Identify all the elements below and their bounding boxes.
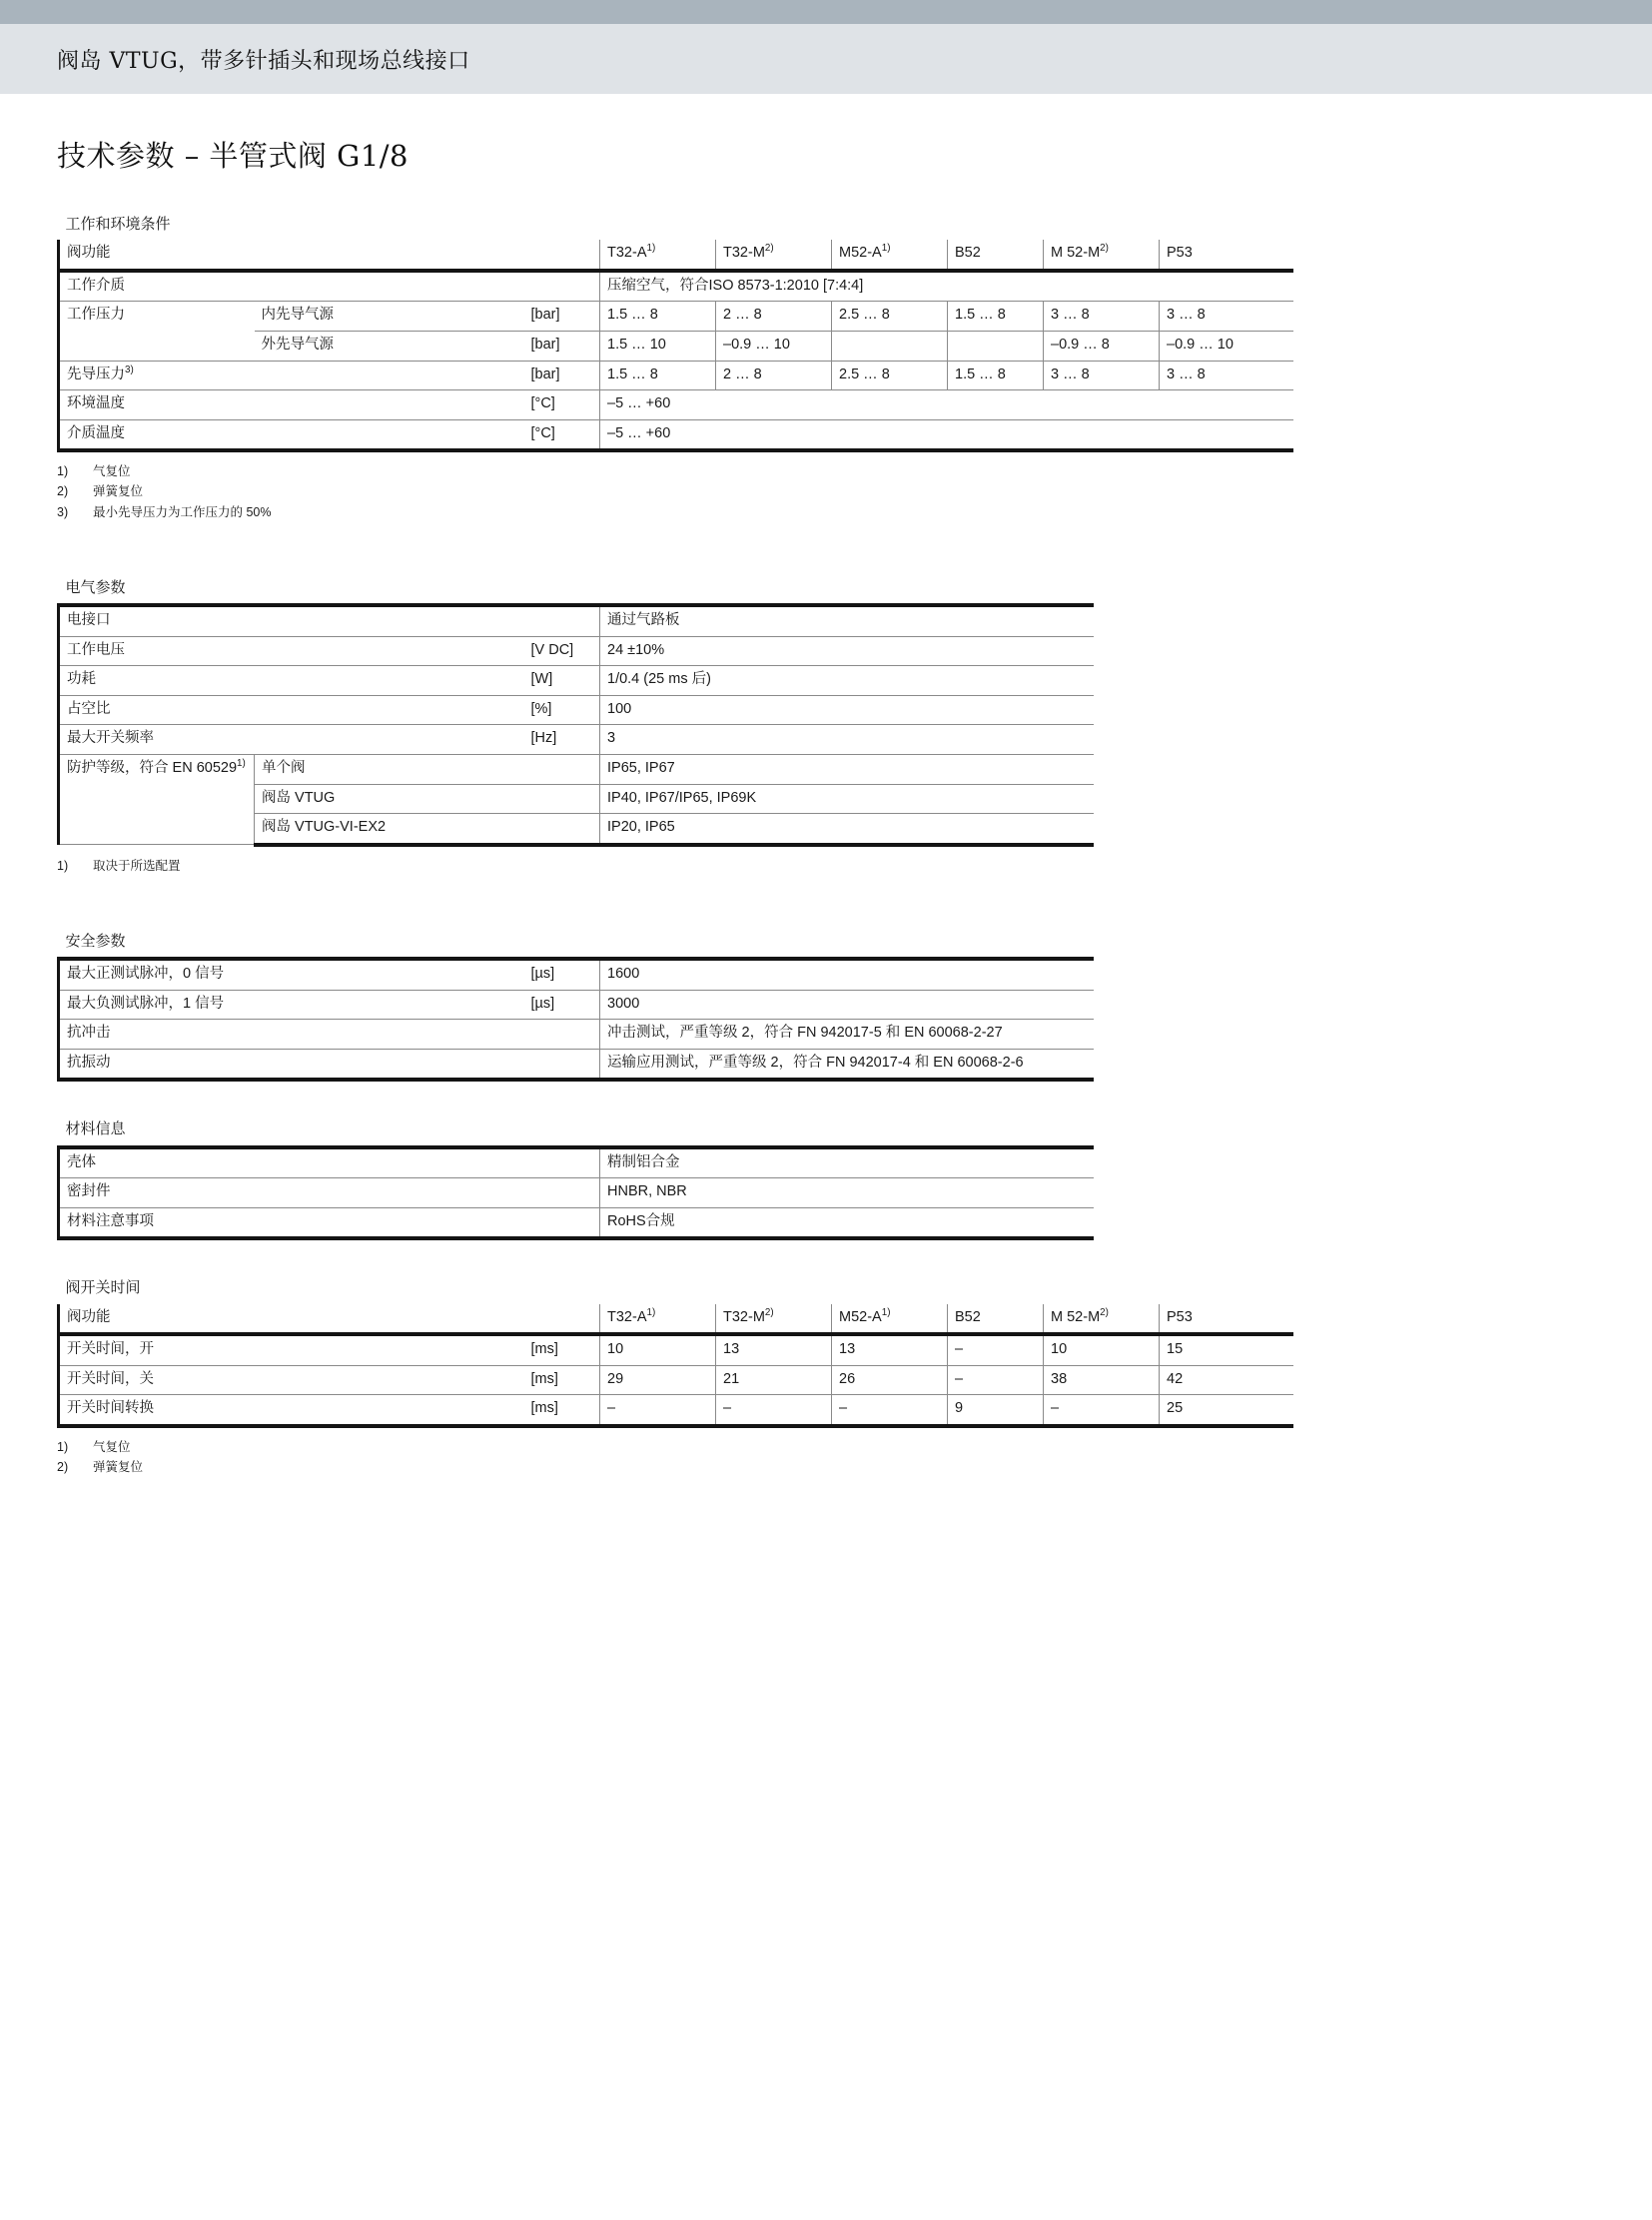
footnote-marker: 1): [646, 1306, 656, 1318]
spacer-cell: [255, 240, 524, 271]
document-header-title: 阀岛 VTUG，带多针插头和现场总线接口: [57, 48, 470, 74]
row-value: –: [716, 1395, 832, 1426]
row-value-span: –5 … +60: [600, 390, 1293, 420]
row-value: 冲击测试，严重等级 2，符合 FN 942017-5 和 EN 60068-2-27: [600, 1020, 1094, 1050]
row-value: 10: [1044, 1334, 1160, 1365]
table-row: [59, 361, 1293, 390]
column-header-row: [59, 1304, 1293, 1335]
column-header-m52m: M $52-M^{2)}$: [1044, 1304, 1160, 1335]
row-value: 运输应用测试，严重等级 2，符合 FN 942017-4 和 EN 60068-2-6: [600, 1049, 1094, 1080]
row-value: 25: [1160, 1395, 1293, 1426]
row-header-label: 阀功能: [59, 1304, 524, 1335]
row-value: 2 … 8: [716, 302, 832, 332]
row-unit: [W]: [524, 666, 600, 696]
switching-times-footnotes: [57, 1437, 1092, 1478]
table-row: [59, 605, 1094, 636]
row-value-span: 压缩空气，符合ISO 8573-1:2010 [7:4:4]: [600, 271, 1293, 302]
row-value: 9: [948, 1395, 1044, 1426]
table-row: [59, 1020, 1094, 1050]
row-label: 介质温度: [59, 419, 255, 450]
table-row: [59, 636, 1094, 666]
row-value: –: [948, 1365, 1044, 1395]
section-gap: [57, 880, 1595, 928]
footnote-item: [57, 1437, 1092, 1457]
table-row: [59, 1147, 1094, 1178]
row-value: –0.9 … 10: [716, 331, 832, 361]
row-value: 精制铝合金: [600, 1147, 1094, 1178]
row-unit: [524, 1049, 600, 1080]
footnote-marker: 1): [646, 243, 656, 255]
row-value: 3: [600, 725, 1094, 755]
page-title: 技术参数 – 半管式阀 G1/8: [57, 139, 409, 173]
table-row: [59, 271, 1293, 302]
row-value: 24 ±10%: [600, 636, 1094, 666]
footnote-text: 气复位: [93, 1439, 131, 1454]
row-label: 防护等级，符合 EN 60529$^{1)}$: [59, 755, 255, 845]
row-sublabel: [255, 419, 524, 450]
row-value: IP20, IP65: [600, 814, 1094, 845]
row-label: 密封件: [59, 1178, 524, 1208]
row-value: –: [1044, 1395, 1160, 1426]
row-label: 最大正测试脉冲，0 信号: [59, 959, 524, 990]
row-unit: [524, 1207, 600, 1238]
footnote-marker: 3): [125, 364, 134, 375]
table-row: [59, 666, 1094, 696]
safety-block: [57, 928, 1092, 1083]
row-value-span: –5 … +60: [600, 419, 1293, 450]
row-value: 2 … 8: [716, 361, 832, 390]
row-label: 抗冲击: [59, 1020, 524, 1050]
section-gap: [57, 1086, 1595, 1115]
row-unit: [524, 1020, 600, 1050]
row-value: 3 … 8: [1044, 361, 1160, 390]
row-unit: [524, 605, 600, 636]
row-value: 1.5 … 10: [600, 331, 716, 361]
row-unit: [Hz]: [524, 725, 600, 755]
row-value: –0.9 … 8: [1044, 331, 1160, 361]
row-label: 环境温度: [59, 390, 255, 420]
table-caption-row: [59, 211, 1293, 240]
row-unit: [%]: [524, 695, 600, 725]
row-value: –: [600, 1395, 716, 1426]
row-value: 2.5 … 8: [832, 361, 948, 390]
page-header-band: [0, 24, 1652, 94]
table-caption-row: [59, 574, 1094, 603]
column-header-t32m: $T32-M^{2)}$: [716, 240, 832, 271]
row-label: 材料注意事项: [59, 1207, 524, 1238]
row-value: RoHS合规: [600, 1207, 1094, 1238]
row-label: 开关时间，关: [59, 1365, 524, 1395]
table-row: [59, 1334, 1293, 1365]
switching-times-table: [57, 1274, 1293, 1428]
row-value: [948, 331, 1044, 361]
row-value: 1.5 … 8: [600, 302, 716, 332]
row-sublabel: [255, 271, 524, 302]
footnote-marker: 2): [1100, 1306, 1109, 1318]
row-value: 100: [600, 695, 1094, 725]
section-gap: [57, 1244, 1595, 1274]
column-header-m52a: $M52-A^{1)}$: [832, 240, 948, 271]
table-row: [59, 1207, 1094, 1238]
table-row: [59, 695, 1094, 725]
footnote-number: 2): [57, 1460, 69, 1475]
section-gap: [57, 526, 1595, 574]
column-header-t32m: $T32-M^{2)}$: [716, 1304, 832, 1335]
table-row: [59, 390, 1293, 420]
unit-header-cell: [524, 1304, 600, 1335]
column-header-p53: P53: [1160, 1304, 1293, 1335]
row-unit: [ms]: [524, 1365, 600, 1395]
row-label: 抗振动: [59, 1049, 524, 1080]
row-value: 1.5 … 8: [948, 302, 1044, 332]
operating-conditions-footnotes: [57, 461, 1092, 522]
row-value: 13: [716, 1334, 832, 1365]
row-value: [832, 331, 948, 361]
row-unit: [µs]: [524, 959, 600, 990]
row-sublabel: 内先导气源: [255, 302, 524, 332]
operating-conditions-block: [57, 211, 1234, 522]
row-unit: [°C]: [524, 390, 600, 420]
footnote-text: 弹簧复位: [93, 484, 144, 499]
row-label: 先导压力$^{3)}$: [59, 361, 255, 390]
table-row: [59, 1178, 1094, 1208]
row-value: 3 … 8: [1160, 361, 1293, 390]
row-value: 2.5 … 8: [832, 302, 948, 332]
table-caption: 安全参数: [65, 932, 126, 950]
column-header-p53: P53: [1160, 240, 1293, 271]
row-value: 通过气路板: [600, 605, 1094, 636]
row-unit: [°C]: [524, 419, 600, 450]
row-unit: [524, 755, 600, 785]
footnote-item: [57, 856, 1092, 876]
row-value: HNBR, NBR: [600, 1178, 1094, 1208]
column-header-t32a: $T32-A^{1)}$: [600, 1304, 716, 1335]
footnote-marker: 2): [1100, 243, 1109, 255]
footnote-item: [57, 1457, 1092, 1477]
row-value: 13: [832, 1334, 948, 1365]
footnote-marker: 1): [237, 758, 246, 770]
footnote-item: [57, 461, 1092, 481]
footnote-marker: 1): [881, 1306, 891, 1318]
row-unit: [bar]: [524, 361, 600, 390]
footnote-number: 1): [57, 858, 69, 873]
row-label: 壳体: [59, 1147, 524, 1178]
row-unit: [524, 814, 600, 845]
row-value: IP40, IP67/IP65, IP69K: [600, 784, 1094, 814]
footnote-number: 2): [57, 484, 69, 499]
electrical-block: [57, 574, 1092, 876]
table-caption-row: [59, 1115, 1094, 1144]
table-row: [59, 302, 1293, 332]
row-label: 工作介质: [59, 271, 255, 302]
row-unit: [bar]: [524, 331, 600, 361]
footnote-item: [57, 481, 1092, 501]
row-label: 最大负测试脉冲，1 信号: [59, 990, 524, 1020]
column-header-t32a: $T32-A^{1)}$: [600, 240, 716, 271]
row-unit: [524, 271, 600, 302]
row-value: 1/0.4 (25 ms 后): [600, 666, 1094, 696]
row-header-label: 阀功能: [59, 240, 255, 271]
row-unit: [524, 784, 600, 814]
top-accent-bar: [0, 0, 1652, 24]
electrical-table: [57, 574, 1094, 847]
unit-header-cell: [524, 240, 600, 271]
row-sublabel: [255, 361, 524, 390]
page-content: [0, 134, 1652, 1477]
table-row: [59, 990, 1094, 1020]
column-header-m52a: $M52-A^{1)}$: [832, 1304, 948, 1335]
row-value: 21: [716, 1365, 832, 1395]
footnote-text: 最小先导压力为工作压力的 50%: [93, 504, 272, 519]
footnote-number: 1): [57, 464, 69, 479]
table-row: [59, 1049, 1094, 1080]
row-label: 最大开关频率: [59, 725, 524, 755]
table-row: [59, 725, 1094, 755]
table-row: [59, 419, 1293, 450]
footnote-item: [57, 502, 1092, 522]
table-caption: 工作和环境条件: [65, 216, 171, 233]
safety-table: [57, 928, 1094, 1083]
footnote-marker: 2): [764, 243, 774, 255]
table-row: [59, 1365, 1293, 1395]
row-value: 10: [600, 1334, 716, 1365]
electrical-footnotes: [57, 856, 1092, 876]
switching-times-block: [57, 1274, 1193, 1477]
row-sublabel: 外先导气源: [255, 331, 524, 361]
row-unit: [µs]: [524, 990, 600, 1020]
row-label: 工作压力: [59, 302, 255, 361]
row-unit: [ms]: [524, 1395, 600, 1426]
row-unit: [V DC]: [524, 636, 600, 666]
row-label: 开关时间转换: [59, 1395, 524, 1426]
row-label: 占空比: [59, 695, 524, 725]
row-sublabel: 单个阀: [255, 755, 524, 785]
row-label: 功耗: [59, 666, 524, 696]
table-row: [59, 959, 1094, 990]
row-sublabel: [255, 390, 524, 420]
row-sublabel: 阀岛 VTUG-VI-EX2: [255, 814, 524, 845]
row-value: 3000: [600, 990, 1094, 1020]
row-label: 开关时间，开: [59, 1334, 524, 1365]
column-header-b52: B52: [948, 240, 1044, 271]
footnote-text: 取决于所选配置: [93, 858, 181, 873]
row-value: 26: [832, 1365, 948, 1395]
row-value: –: [948, 1334, 1044, 1365]
row-unit: [bar]: [524, 302, 600, 332]
row-sublabel: 阀岛 VTUG: [255, 784, 524, 814]
table-row: [59, 1395, 1293, 1426]
table-caption: 阀开关时间: [65, 1279, 141, 1297]
table-caption-row: [59, 1274, 1293, 1303]
footnote-number: 1): [57, 1439, 69, 1454]
row-value: 15: [1160, 1334, 1293, 1365]
table-caption: 材料信息: [65, 1120, 126, 1138]
row-value: 1600: [600, 959, 1094, 990]
material-table: [57, 1115, 1094, 1240]
row-value: 1.5 … 8: [948, 361, 1044, 390]
row-unit: [524, 1147, 600, 1178]
row-value: IP65, IP67: [600, 755, 1094, 785]
row-value: 29: [600, 1365, 716, 1395]
table-row: [59, 755, 1094, 785]
row-value: 3 … 8: [1044, 302, 1160, 332]
footnote-text: 弹簧复位: [93, 1460, 144, 1475]
footnote-text: 气复位: [93, 464, 131, 479]
column-header-m52m: M $52-M^{2)}$: [1044, 240, 1160, 271]
table-caption-row: [59, 928, 1094, 957]
row-value: 42: [1160, 1365, 1293, 1395]
row-value: –0.9 … 10: [1160, 331, 1293, 361]
row-value: 38: [1044, 1365, 1160, 1395]
footnote-marker: 1): [881, 243, 891, 255]
column-header-row: [59, 240, 1293, 271]
footnote-number: 3): [57, 504, 69, 519]
row-label: 工作电压: [59, 636, 524, 666]
material-block: [57, 1115, 1092, 1240]
row-value: 1.5 … 8: [600, 361, 716, 390]
row-unit: [524, 1178, 600, 1208]
operating-conditions-table: [57, 211, 1293, 452]
table-caption: 电气参数: [65, 578, 126, 596]
row-value: 3 … 8: [1160, 302, 1293, 332]
column-header-b52: B52: [948, 1304, 1044, 1335]
footnote-marker: 2): [764, 1306, 774, 1318]
row-label: 电接口: [59, 605, 524, 636]
row-unit: [ms]: [524, 1334, 600, 1365]
row-value: –: [832, 1395, 948, 1426]
